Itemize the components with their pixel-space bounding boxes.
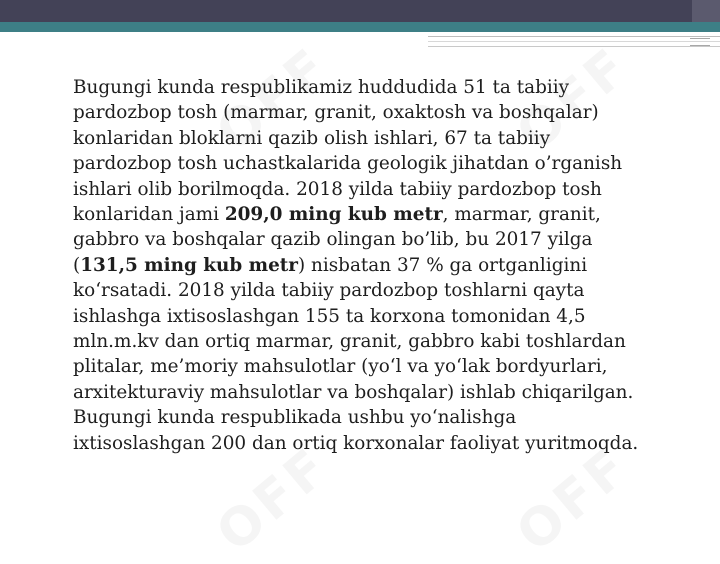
decorative-mark	[690, 38, 710, 46]
watermark: OFF	[505, 436, 642, 564]
decorative-rule	[428, 36, 720, 37]
watermark: OFF	[205, 436, 342, 564]
slide-header-band	[0, 22, 720, 32]
paragraph-text: Bugungi kunda respublikamiz huddudida 51 ta tabiiy pardozbop tosh (marmar, granit, oxaktosh va boshqalar) konlaridan bloklarni qazib olish ishlari, 67 ta tabiiy pardozbop tosh uchastkalarida geologik jihatdan o’rganish ishlari olib borilmoqda. 2018 yilda tabiiy pardozbop tosh konlaridan jami	[73, 77, 623, 226]
highlighted-figure-2017: 131,5 ming kub metr	[80, 254, 298, 276]
slide-header-accent	[692, 0, 720, 22]
paragraph-text: , marmar, granit, gabbro va boshqalar qazib olingan bo’lib, bu 2017 yilga (	[73, 204, 601, 276]
decorative-rule	[428, 41, 720, 42]
paragraph-text: ) nisbatan 37 % ga ortganligini ko‘rsatadi. 2018 yilda tabiiy pardozbop toshlarni qayta ishlashga ixtisoslashgan 155 ta korxona tomonidan 4,5 mln.m.kv dan ortiq marmar, granit, gabbro kabi toshlardan plitalar, me’moriy mahsulotlar (yo‘l va yo‘lak bordyurlari, arxitekturaviy mahsulotlar va boshqalar) ishlab chiqarilgan. Bugungi kunda respublikada ushbu yo‘nalishga ixtisoslashgan 200 dan ortiq korxonalar faoliyat yuritmoqda.	[73, 254, 639, 454]
slide-header-bar	[0, 0, 720, 22]
decorative-rule	[428, 46, 720, 47]
watermark: OFF	[205, 36, 342, 164]
body-paragraph	[73, 75, 648, 456]
watermark: OFF	[505, 36, 642, 164]
highlighted-figure-2018: 209,0 ming kub metr	[224, 204, 443, 226]
